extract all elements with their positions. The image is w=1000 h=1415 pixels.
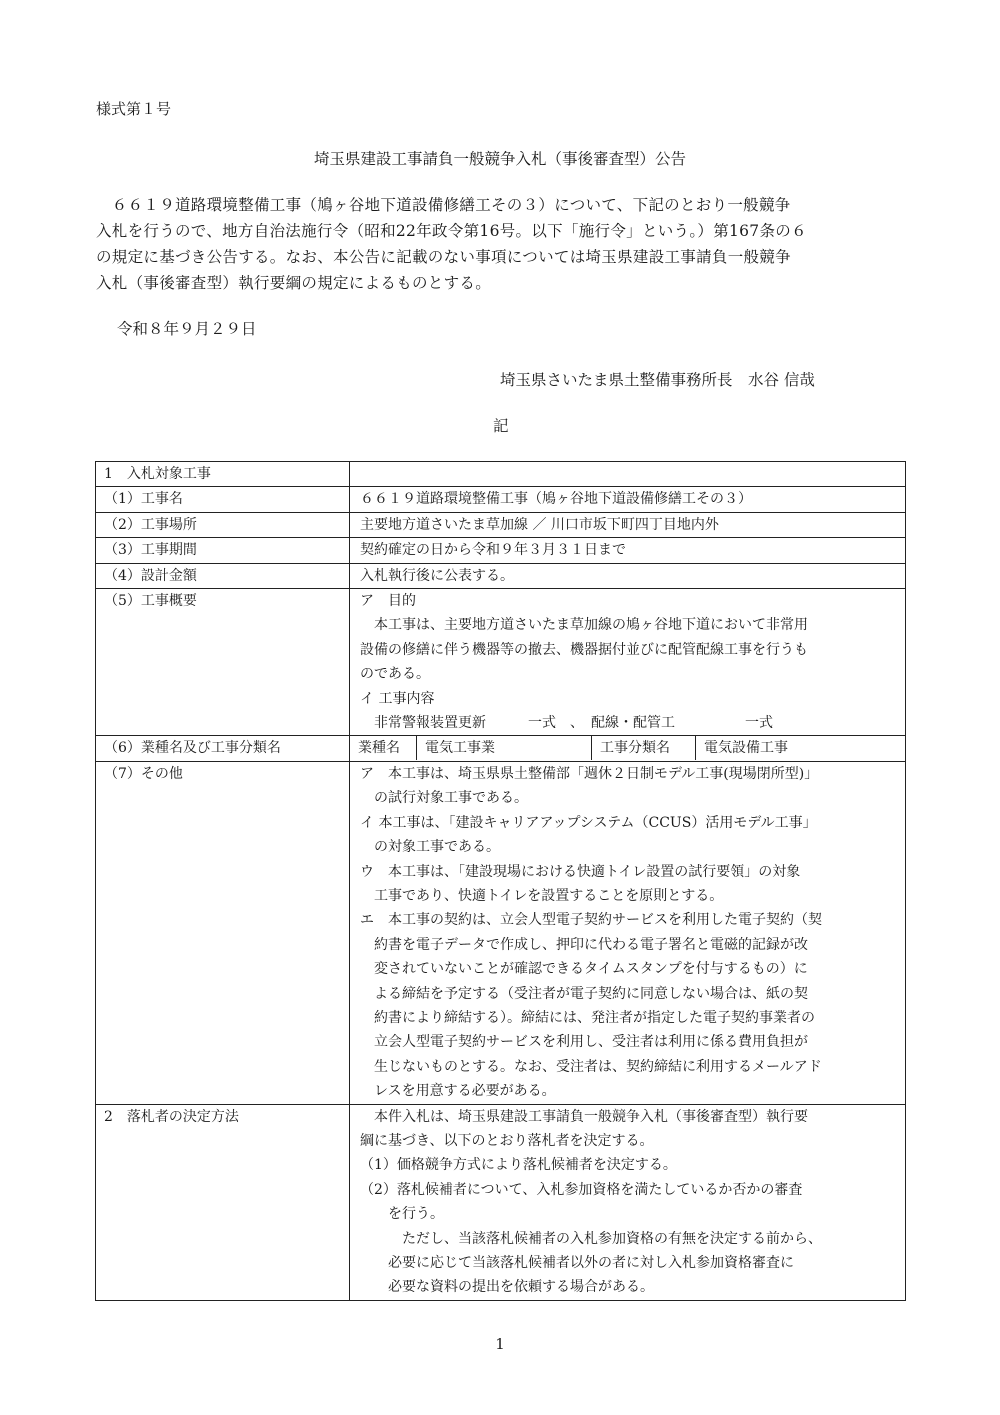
intro-paragraph <box>96 192 908 296</box>
work-name-value: ６６１９道路環境整備工事（鳩ヶ谷地下道設備修繕工その３） <box>350 487 906 512</box>
intro-line: の規定に基づき公告する。なお、本公告に記載のない事項については埼玉県建設工事請負一般競争 <box>96 248 791 266</box>
section-2-line: を行う。 <box>360 1206 444 1223</box>
section-2-line: ただし、当該落札候補者の入札参加資格の有無を決定する前から、 <box>360 1230 822 1247</box>
overview-label: （5）工事概要 <box>96 589 350 736</box>
other-line: ア 本工事は、埼玉県県土整備部「週休２日制モデル工事(現場閉所型)」 <box>360 765 819 782</box>
category-value <box>350 736 906 761</box>
table-row <box>96 538 906 563</box>
other-line: イ 本工事は、「建設キャリアアップシステム（CCUS）活用モデル工事」 <box>360 814 817 831</box>
form-number: 様式第１号 <box>96 100 172 118</box>
table-row <box>96 563 906 588</box>
table-row <box>96 462 906 487</box>
table-row <box>96 736 906 761</box>
work-period-label: （3）工事期間 <box>96 538 350 563</box>
intro-line: 入札（事後審査型）執行要綱の規定によるものとする。 <box>96 274 492 292</box>
section-2-line: （2）落札候補者について、入札参加資格を満たしているか否かの審査 <box>360 1181 803 1198</box>
other-line: の対象工事である。 <box>360 839 500 856</box>
table-row <box>96 761 906 1104</box>
other-label: （7）その他 <box>96 761 350 1104</box>
notice-table <box>95 461 906 1301</box>
other-line: 工事であり、快適トイレを設置することを原則とする。 <box>360 887 724 904</box>
overview-line: 本工事は、主要地方道さいたま草加線の鳩ヶ谷地下道において非常用 <box>360 617 808 634</box>
table-row <box>96 512 906 537</box>
work-period-value: 契約確定の日から令和９年３月３１日まで <box>350 538 906 563</box>
other-line: 変されていないことが確認できるタイムスタンプを付与するもの）に <box>360 961 808 978</box>
other-line: エ 本工事の契約は、立会人型電子契約サービスを利用した電子契約（契 <box>360 912 822 929</box>
section-2-label: 2 落札者の決定方法 <box>96 1104 350 1300</box>
section-2-line: 必要に応じて当該落札候補者以外の者に対し入札参加資格審査に <box>360 1255 794 1271</box>
category-name-head: 業種名 <box>350 736 417 760</box>
section-2-line: 本件入札は、埼玉県建設工事請負一般競争入札（事後審査型）執行要 <box>360 1108 808 1125</box>
table-row <box>96 487 906 512</box>
design-amount-label: （4）設計金額 <box>96 563 350 588</box>
section-1-label: 1 入札対象工事 <box>96 462 350 487</box>
other-line: レスを用意する必要がある。 <box>360 1083 556 1100</box>
intro-line: ６６１９道路環境整備工事（鳩ヶ谷地下道設備修繕工その３）について、下記のとおり一般競争 <box>96 196 791 214</box>
overview-line: ア 目的 <box>360 593 416 610</box>
page-number: 1 <box>495 1335 505 1353</box>
other-value <box>350 761 906 1104</box>
category-subgrid <box>350 736 905 760</box>
other-line: 約書により締結する）。締結には、発注者が指定した電子契約事業者の <box>360 1009 815 1026</box>
notice-title: 埼玉県建設工事請負一般競争入札（事後審査型）公告 <box>313 150 686 168</box>
section-2-line: （1）価格競争方式により落札候補者を決定する。 <box>360 1157 677 1174</box>
section-2-value <box>350 1104 906 1300</box>
other-line: の試行対象工事である。 <box>360 790 528 807</box>
issuer-name: 埼玉県さいたま県土整備事務所長 水谷 信哉 <box>500 371 815 389</box>
intro-line: 入札を行うので、地方自治法施行令（昭和22年政令第16号。以下「施行令」という。）第167条の６ <box>96 222 807 240</box>
ki-heading: 記 <box>493 417 509 435</box>
category-name: 電気工事業 <box>417 736 592 760</box>
classification: 電気設備工事 <box>704 740 788 757</box>
work-name-label: （1）工事名 <box>96 487 350 512</box>
other-line: 生じないものとする。なお、受注者は、契約締結に利用するメールアド <box>360 1058 822 1075</box>
work-location-value: 主要地方道さいたま草加線 ／ 川口市坂下町四丁目地内外 <box>350 512 906 537</box>
overview-line: イ 工事内容 <box>360 690 435 707</box>
overview-value <box>350 589 906 736</box>
section-2-line: 必要な資料の提出を依頼する場合がある。 <box>360 1279 654 1296</box>
notice-date: 令和８年９月２９日 <box>117 320 257 338</box>
work-location-label: （2）工事場所 <box>96 512 350 537</box>
category-label: （6）業種名及び工事分類名 <box>96 736 350 761</box>
table-row <box>96 589 906 736</box>
other-line: 約書を電子データで作成し、押印に代わる電子署名と電磁的記録が改 <box>360 936 808 953</box>
overview-line: のである。 <box>360 666 430 683</box>
overview-line: 設備の修繕に伴う機器等の撤去、機器据付並びに配管配線工事を行うも <box>360 641 808 658</box>
table-row <box>96 1104 906 1300</box>
other-line: ウ 本工事は、「建設現場における快適トイレ設置の試行要領」の対象 <box>360 863 801 880</box>
classification-head: 工事分類名 <box>592 736 696 760</box>
design-amount-value: 入札執行後に公表する。 <box>350 563 906 588</box>
other-line: よる締結を予定する（受注者が電子契約に同意しない場合は、紙の契 <box>360 985 808 1002</box>
section-2-line: 綱に基づき、以下のとおり落札者を決定する。 <box>360 1132 654 1149</box>
section-1-value <box>350 462 906 487</box>
other-line: 立会人型電子契約サービスを利用し、受注者は利用に係る費用負担が <box>360 1034 808 1051</box>
overview-line: 非常警報装置更新 一式 、 配線・配管工 一式 <box>360 715 773 732</box>
